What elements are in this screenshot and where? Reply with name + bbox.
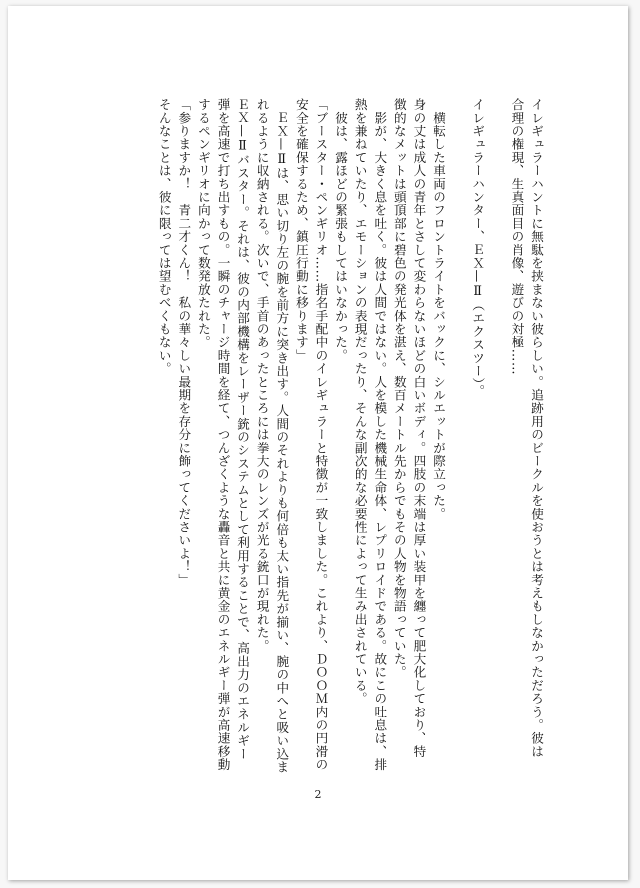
text-line: 弾を高速で打ち出すもの。一瞬のチャージ時間を経て、つんざくような轟音と共に黄金のエネルギー弾が高速移動 bbox=[215, 98, 231, 772]
text-line: するペンギリオに向かって数発放たれた。 bbox=[195, 98, 211, 349]
vertical-body-text bbox=[154, 98, 546, 774]
text-line: 彼は、露ほどの緊張もしてはいなかった。 bbox=[333, 98, 349, 362]
blank-line bbox=[487, 98, 507, 738]
page-number: 2 bbox=[314, 788, 322, 801]
text-line: 「参りますか！ 青二才くん！ 私の華々しい最期を存分に飾ってくださいよ！」 bbox=[176, 98, 192, 587]
text-line: 徴的なメットは頭頂部に碧色の発光体を湛え、数百メートル先からでもその人物を物語っていた。 bbox=[391, 98, 407, 679]
text-line: 安全を確保するため、鎮圧行動に移ります」 bbox=[293, 98, 309, 362]
text-line: そんなことは、彼に限っては望むべくもない。 bbox=[156, 98, 172, 376]
document-page bbox=[8, 6, 628, 880]
text-line: 熱を兼ねていたり、エモーションの表現だったり、そんな副次的な必要性によって生み出されている。 bbox=[352, 98, 368, 706]
text-line: 合理の権現、生真面目の肖像、遊びの対極…… bbox=[509, 98, 525, 376]
text-line: イレギュラーハンター、ＥＸ—Ⅱ（エクスツー）。 bbox=[470, 98, 486, 398]
text-line: 身の丈は成人の青年とさして変わらないほどの白いボディ。四肢の末端は厚い装甲を纏って肥大化しており、特 bbox=[411, 98, 427, 758]
text-line: 横転した車両のフロントライトをバックに、シルエットが際立った。 bbox=[431, 98, 447, 521]
text-line: イレギュラーハントに無駄を挟まない彼らしい。追跡用のビークルを使おうとは考えもしなかっただろう。彼は bbox=[529, 98, 544, 758]
text-line: れるように収納される。次いで、手首のあったところには拳大のレンズが光る銃口が現れた。 bbox=[254, 98, 270, 653]
text-line: 影が、大きく息を吐く。彼は人間ではない。人を模した機械生命体、レプリロイドである。故にこの吐息は、排 bbox=[372, 98, 388, 772]
text-line: 「ブースター・ペンギリオ……指名手配中のイレギュラーと特徴が一致しました。これより、ＤＯＯＭ内の円滑の bbox=[313, 98, 329, 772]
blank-line bbox=[448, 98, 468, 738]
text-line: ＥＸ—Ⅱバスター。それは、彼の内部機構をレーザー銃のシステムとして利用することで、高出力のエネルギー bbox=[235, 98, 251, 761]
text-line: ＥＸ—Ⅱは、思い切り左の腕を前方に突き出す。人間のそれよりも何倍も太い指先が揃い、腕の中へと吸い込ま bbox=[274, 98, 290, 774]
